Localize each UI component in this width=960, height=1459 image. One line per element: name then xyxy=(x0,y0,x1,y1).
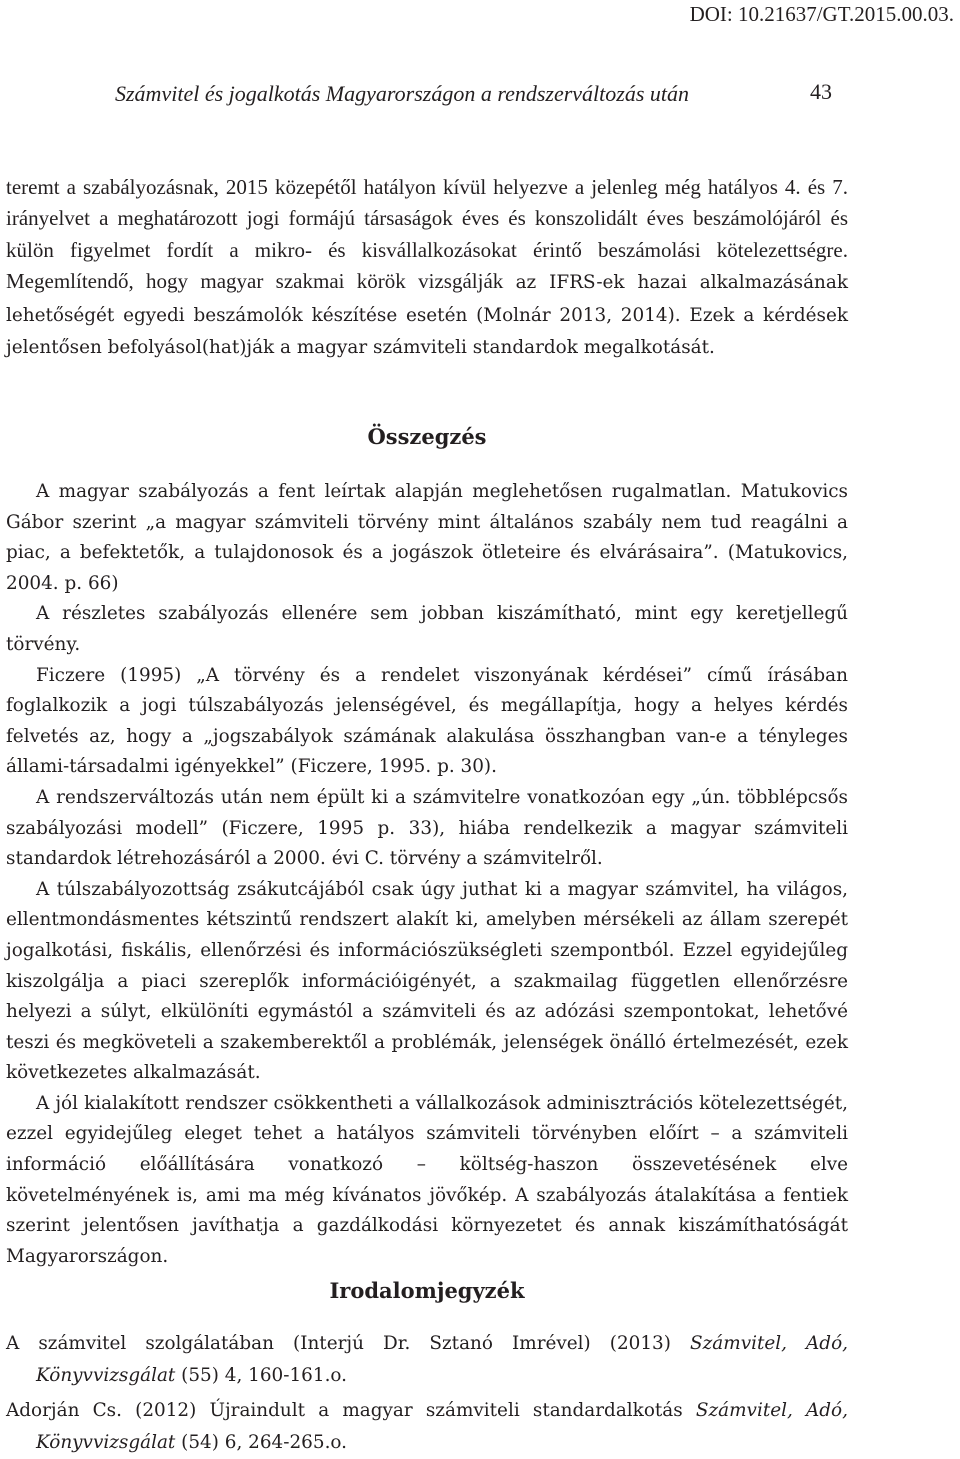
running-title: Számvitel és jogalkotás Magyarországon a rendszerváltozás után xyxy=(115,81,690,106)
summary-paragraph-3: Ficzere (1995) „A törvény és a rendelet viszonyának kérdései” című írásában foglalkozik a jogi túlszabályozás jelenségével, és megállapítja, hogy a helyes kérdés felvetés az, hogy a „jogszabályok számának alakulása összhangban van-e a tényleges állami-társadalmi igényekkel” (Ficzere, 1995. p. 30). xyxy=(6,664,848,778)
page-number: 43 xyxy=(810,79,832,104)
summary-heading: Összegzés xyxy=(367,424,487,449)
references-heading: Irodalomjegyzék xyxy=(329,1278,525,1303)
summary-body xyxy=(6,477,848,1272)
reference-item xyxy=(6,1328,848,1392)
reference-tail: (55) 4, 160-161.o. xyxy=(175,1365,348,1386)
intro-text-part2: az IFRS-ek hazai alkalmazásának lehetőségét egyedi beszámolók készítése esetén (Molnár 2013, 2014). Ezek a kérdések jelentősen befolyásol(hat)ják a magyar számviteli standardok megalkotását. xyxy=(6,272,848,359)
reference-lead: A számvitel szolgálatában (Interjú Dr. Sztanó Imrével) (2013) xyxy=(6,1333,690,1354)
reference-item xyxy=(6,1395,848,1459)
intro-text-part1: teremt a szabályozásnak, 2015 közepétől hatályon kívül helyezve a jelenleg még hatályos 4. és 7. irányelvet a meghatározott jogi formájú társaságok éves és konszolidált éves beszámolójáról és külön figyelmet fordít a mikro- és kisvállalkozásokat érintő beszámolási kötelezettségre. Megemlítendő, hogy magyar szakmai körök vizsgálják xyxy=(6,175,848,294)
summary-paragraph-5: A túlszabályozottság zsákutcájából csak úgy juthat ki a magyar számvitel, ha világos, ellentmondásmentes kétszintű rendszert alakít ki, amelyben mérsékeli az állam szerepét jogalkotási, fiskális, ellenőrzési és információszükségleti szempontból. Ezzel egyidejűleg kiszolgálja a piaci szereplők információigényét, a szakmailag független ellenőrzésre helyezi a súlyt, elkülöníti egymástól a számviteli és az adózási szempontokat, lehetővé teszi és megköveteli a szakemberektől a problémák, jelenségek önálló értelmezését, ezek következetes alkalmazását. xyxy=(6,878,848,1084)
reference-tail: (54) 6, 264-265.o. xyxy=(175,1432,348,1453)
doi-label: DOI: 10.21637/GT.2015.00.03. xyxy=(689,2,954,26)
reference-journal: Számvitel, Adó, Könyvvizsgálat xyxy=(36,1333,848,1386)
summary-paragraph-1: A magyar szabályozás a fent leírtak alapján meglehetősen rugalmatlan. Matukovics Gábor szerint „a magyar számviteli törvény mint általános szabály nem tud reagálni a piac, a befektetők, a tulajdonosok és a jogászok ötleteire és elvárásaira”. (Matukovics, 2004. p. 66) xyxy=(6,481,848,594)
summary-paragraph-6: A jól kialakított rendszer csökkentheti a vállalkozások adminisztrációs kötelezettségét, ezzel egyidejűleg eleget tehet a hatályos számviteli törvényben előírt – a számviteli információ előállítására vonatkozó – költség-haszon összevetésének elve követelményének is, ami ma még kívánatos jövőkép. A szabályozás átalakítása a fentiek szerint jelentősen javíthatja a gazdálkodási környezetet és annak kiszámíthatóságát Magyarországon. xyxy=(6,1092,848,1267)
summary-paragraph-4: A rendszerváltozás után nem épült ki a számvitelre vonatkozóan egy „ún. többlépcsős szabályozási modell” (Ficzere, 1995 p. 33), hiába rendelkezik a magyar számviteli standardok létrehozásáról a 2000. évi C. törvény a számvitelről. xyxy=(6,786,848,870)
reference-journal: Számvitel, Adó, Könyvvizsgálat xyxy=(36,1400,848,1453)
reference-lead: Adorján Cs. (2012) Újraindult a magyar számviteli standardalkotás xyxy=(6,1400,696,1421)
summary-paragraph-2: A részletes szabályozás ellenére sem jobban kiszámítható, mint egy keretjellegű törvény. xyxy=(6,603,848,655)
intro-paragraph xyxy=(6,172,848,363)
